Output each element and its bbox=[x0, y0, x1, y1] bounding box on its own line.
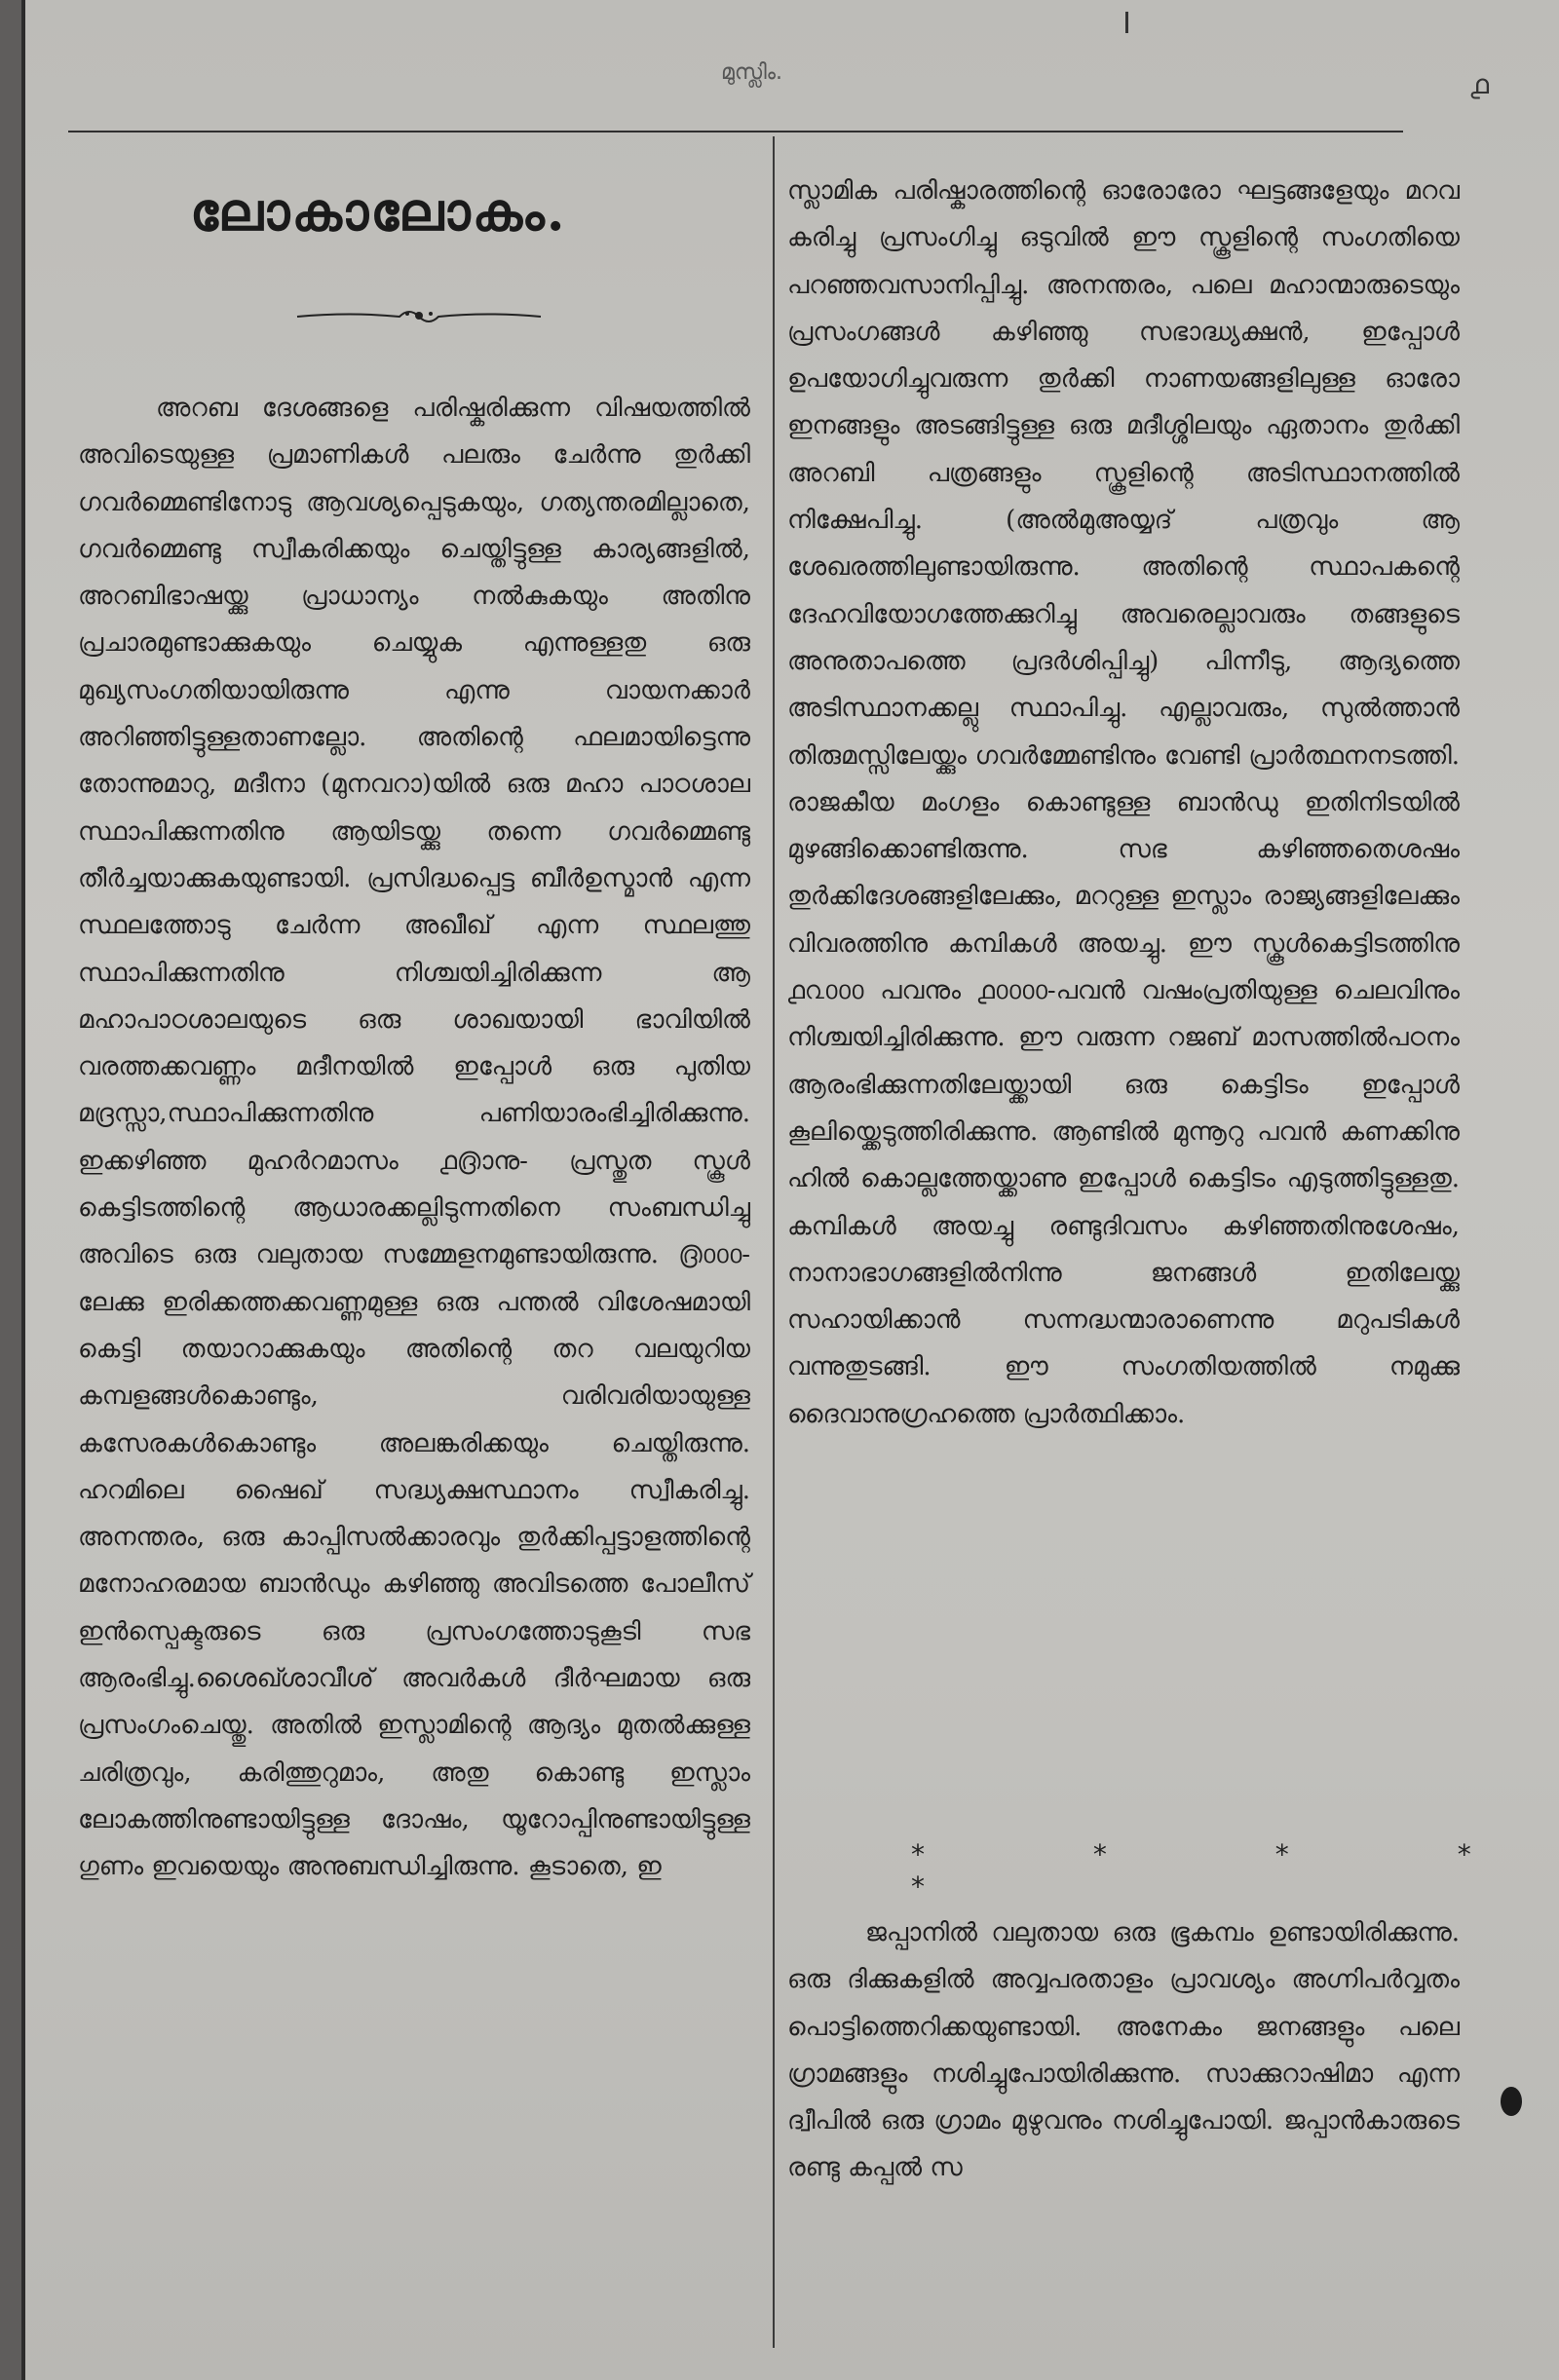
page-binding-edge bbox=[21, 0, 25, 2380]
page-number: ൧ bbox=[1469, 68, 1489, 100]
header-rule bbox=[68, 131, 1403, 132]
right-column-text bbox=[787, 168, 1460, 1438]
column-divider bbox=[773, 136, 775, 2348]
flourish-ornament-icon bbox=[292, 302, 546, 331]
print-mark bbox=[1125, 12, 1128, 33]
ink-blot bbox=[1501, 2087, 1522, 2116]
article-title: ലോകാലോകം. bbox=[190, 180, 567, 243]
article-body-right: സ്ലാമിക പരിഷ്കാരത്തിന്റെ ഓരോരോ ഘട്ടങ്ങളേയും മറവ കരിച്ചു പ്രസംഗിച്ചു ഒടുവിൽ ഈ സ്കൂളിന്റെ സംഗതിയെ പറഞ്ഞവസാനിപ്പിച്ചു. അനന്തരം, പലെ മഹാന്മാരുടെയും പ്രസംഗങ്ങൾ കഴിഞ്ഞു സഭാദ്ധ്യക്ഷൻ, ഇപ്പോൾ ഉപയോഗിച്ചുവരുന്ന തുർക്കി നാണയങ്ങളിലുള്ള ഓരോ ഇനങ്ങളും അടങ്ങിട്ടുള്ള ഒരു മദീശ്ശിലയും ഏതാനം തുർക്കി അറബി പത്രങ്ങളും സ്കൂളിന്റെ അടിസ്ഥാനത്തിൽ നിക്ഷേപിച്ചു. (അൽമുഅയ്യദ് പത്രവും ആ ശേഖരത്തിലുണ്ടായിരുന്നു. അതിന്റെ സ്ഥാപകന്റെ ദേഹവിയോഗത്തേക്കുറിച്ചു അവരെല്ലാവരും തങ്ങളുടെ അനുതാപത്തെ പ്രദർശിപ്പിച്ചു) പിന്നീടു, ആദ്യത്തെ അടിസ്ഥാനക്കല്ലു സ്ഥാപിച്ചു. എല്ലാവരും, സുൽത്താൻ തിരുമസ്സിലേയ്ക്കും ഗവർമ്മേണ്ടിനും വേണ്ടി പ്രാർത്ഥനനടത്തി. രാജകീയ മംഗളം കൊണ്ടുള്ള ബാൻഡു ഇതിനിടയിൽ മുഴങ്ങിക്കൊണ്ടിരുന്നു. സഭ കഴിഞ്ഞതെശഷം തുർക്കിദേശങ്ങളിലേക്കും, മററുള്ള ഇസ്ലാം രാജ്യങ്ങളിലേക്കും വിവരത്തിനു കമ്പികൾ അയച്ചു. ഈ സ്കൂൾകെട്ടിടത്തിനു ൧൨൦൦൦ പവനും ൧൦൦൦൦-പവൻ വഷംപ്രതിയുള്ള ചെലവിനും നിശ്ചയിച്ചിരിക്കുന്നു. ഈ വരുന്ന റജബ് മാസത്തിൽപഠനം ആരംഭിക്കുന്നതിലേയ്ക്കായി ഒരു കെട്ടിടം ഇപ്പോൾ കൂലിയ്ക്കെടുത്തിരിക്കുന്നു. ആണ്ടിൽ മുന്നൂറു പവൻ കണക്കിനു ഹിൽ കൊല്ലത്തേയ്ക്കാണു ഇപ്പോൾ കെട്ടിടം എടുത്തിട്ടുള്ളതു. കമ്പികൾ അയച്ചു രണ്ടുദിവസം കഴിഞ്ഞതിനുശേഷം, നാനാഭാഗങ്ങളിൽനിന്നു ജനങ്ങൾ ഇതിലേയ്ക്കു സഹായിക്കാൻ സന്നദ്ധന്മാരാണെന്നു മറുപടികൾ വന്നുതുടങ്ങി. ഈ സംഗതിയത്തിൽ നമുക്കു ദൈവാനുഗ്രഹത്തെ പ്രാർത്ഥിക്കാം. bbox=[787, 176, 1460, 1429]
running-title: മുസ്ലിം. bbox=[721, 60, 783, 85]
article-body-left: അറബ ദേശങ്ങളെ പരിഷ്കരിക്കുന്ന വിഷയത്തിൽ അവിടെയുള്ള പ്രമാണികൾ പലരും ചേർന്നു തുർക്കി ഗവർമ്മെണ്ടിനോടു ആവശ്യപ്പെടുകയും, ഗത്യന്തരമില്ലാതെ, ഗവർമ്മെണ്ടു സ്വീകരിക്കയും ചെയ്തിട്ടുള്ള കാര്യങ്ങളിൽ, അറബിഭാഷയ്ക്കു പ്രാധാന്യം നൽകുകയും അതിനു പ്രചാരമുണ്ടാക്കുകയും ചെയ്യുക എന്നുള്ളതു ഒരു മുഖ്യസംഗതിയായിരുന്നു എന്നു വായനക്കാർ അറിഞ്ഞിട്ടുള്ളതാണല്ലോ. അതിന്റെ ഫലമായിട്ടെന്നു തോന്നുമാറു, മദീനാ (മുനവറാ)യിൽ ഒരു മഹാ പാഠശാല സ്ഥാപിക്കുന്നതിനു ആയിടയ്ക്കു തന്നെ ഗവർമ്മെണ്ടു തീർച്ചയാക്കുകയുണ്ടായി. പ്രസിദ്ധപ്പെട്ട ബീർഉസ്മാൻ എന്ന സ്ഥലത്തോടു ചേർന്ന അഖീഖ് എന്ന സ്ഥലത്തു സ്ഥാപിക്കുന്നതിനു നിശ്ചയിച്ചിരിക്കുന്ന ആ മഹാപാഠശാലയുടെ ഒരു ശാഖയായി ഭാവിയിൽ വരത്തക്കവണ്ണം മദീനയിൽ ഇപ്പോൾ ഒരു പുതിയ മദ്രസ്സാ,സ്ഥാപിക്കുന്നതിനു പണിയാരംഭിച്ചിരിക്കുന്നു. ഇക്കഴിഞ്ഞ മുഹർറമാസം ൧൫ാനു- പ്രസ്തുത സ്കൂൾ കെട്ടിടത്തിന്റെ ആധാരക്കല്ലിടുന്നതിനെ സംബന്ധിച്ചു അവിടെ ഒരു വലുതായ സമ്മേളനമുണ്ടായിരുന്നു. ൫൦൦൦-ലേക്കു ഇരിക്കത്തക്കവണ്ണമുള്ള ഒരു പന്തൽ വിശേഷമായി കെട്ടി തയാറാക്കുകയും അതിന്റെ തറ വലയുറിയ കമ്പളങ്ങൾകൊണ്ടും, വരിവരിയായുള്ള കസേരകൾകൊണ്ടും അലങ്കരിക്കയും ചെയ്തിരുന്നു. ഹറമിലെ ഷൈഖ് സദ്ധ്യക്ഷസ്ഥാനം സ്വീകരിച്ചു. അനന്തരം, ഒരു കാപ്പിസൽക്കാരവും തുർക്കിപ്പട്ടാളത്തിന്റെ മനോഹരമായ ബാൻഡും കഴിഞ്ഞു അവിടത്തെ പോലീസ് ഇൻസ്പെക്ടരുടെ ഒരു പ്രസംഗത്തോടുകൂടി സഭ ആരംഭിച്ചു.ശൈഖ്ശാവീശ് അവർകൾ ദീർഘമായ ഒരു പ്രസംഗംചെയ്തു. അതിൽ ഇസ്ലാമിന്റെ ആദ്യം മുതൽക്കുള്ള ചരിത്രവും, കരിത്തുറുമാം, അതു കൊണ്ടു ഇസ്ലാം ലോകത്തിനുണ്ടായിട്ടുള്ള ദോഷം, യൂറോപ്പിനുണ്ടായിട്ടുള്ള ഗുണം ഇവയെയും അനുബന്ധിച്ചിരുന്നു. കൂടാതെ, ഇ bbox=[78, 394, 750, 1882]
section-separator: * * * * * bbox=[911, 1838, 1551, 1903]
article2-body: ജപ്പാനിൽ വലുതായ ഒരു ഭൂകമ്പം ഉണ്ടായിരിക്കുന്നു. ഒരു ദിക്കുകളിൽ അവ്വപരതാളം പ്രാവശ്യം അഗ്നിപർവ്വതം പൊട്ടിത്തെറിക്കയുണ്ടായി. അനേകം ജനങ്ങളും പലെ ഗ്രാമങ്ങളും നശിച്ചുപോയിരിക്കുന്നു. സാക്കുറാഷിമാ എന്ന ദ്വീപിൽ ഒരു ഗ്രാമം മുഴുവനും നശിച്ചുപോയി. ജപ്പാൻകാരുടെ രണ്ടു കപ്പൽ സ bbox=[787, 1918, 1460, 2183]
second-article bbox=[787, 1909, 1460, 2192]
left-column-text bbox=[78, 385, 750, 1891]
